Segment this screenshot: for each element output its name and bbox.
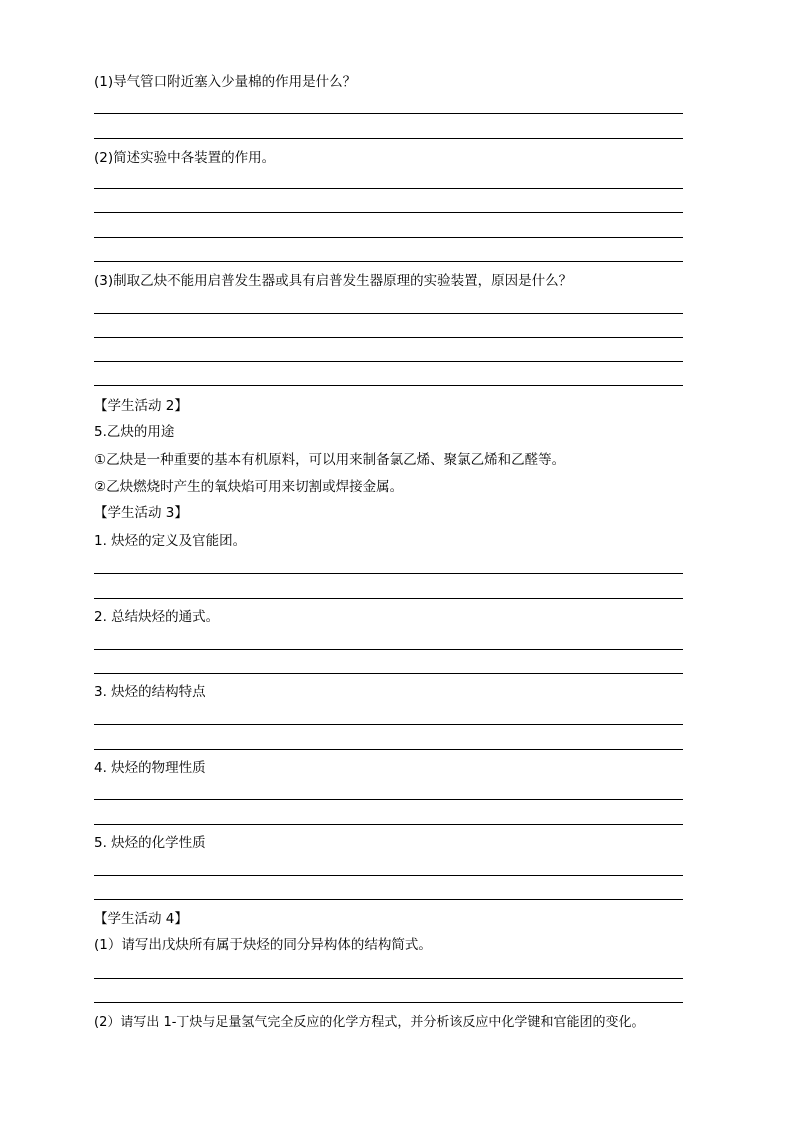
- answer-line: [94, 361, 683, 362]
- answer-line: [94, 313, 683, 314]
- activity-4-question: (2）请写出 1-丁炔与足量氢气完全反应的化学方程式，并分析该反应中化学键和官能团的变化。: [94, 1015, 645, 1030]
- answer-line: [94, 749, 683, 750]
- question-3-kipp-generator: (3)制取乙炔不能用启普发生器或具有启普发生器原理的实验装置，原因是什么？: [94, 273, 573, 289]
- answer-line: [94, 113, 683, 114]
- activity-3-question: 1. 炔烃的定义及官能团。: [94, 533, 247, 549]
- question-2-apparatus: (2)简述实验中各装置的作用。: [94, 150, 276, 166]
- answer-line: [94, 138, 683, 139]
- answer-line: [94, 212, 683, 213]
- activity-3-heading: 【学生活动 3】: [94, 505, 188, 521]
- answer-line: [94, 261, 683, 262]
- activity-3-question: 2. 总结炔烃的通式。: [94, 609, 220, 625]
- answer-line: [94, 598, 683, 599]
- answer-line: [94, 978, 683, 979]
- activity-4-question: (1）请写出戊炔所有属于炔烃的同分异构体的结构简式。: [94, 937, 432, 953]
- activity-3-question: 3. 炔烃的结构特点: [94, 684, 206, 700]
- activity-2-item: ①乙炔是一种重要的基本有机原料，可以用来制备氯乙烯、聚氯乙烯和乙醛等。: [94, 452, 566, 468]
- answer-line: [94, 1002, 683, 1003]
- answer-line: [94, 799, 683, 800]
- activity-3-question: 5. 炔烃的化学性质: [94, 835, 206, 851]
- answer-line: [94, 237, 683, 238]
- activity-2-subheading: 5.乙炔的用途: [94, 424, 175, 440]
- answer-line: [94, 188, 683, 189]
- answer-line: [94, 899, 683, 900]
- activity-2-item: ②乙炔燃烧时产生的氧炔焰可用来切割或焊接金属。: [94, 479, 404, 495]
- answer-line: [94, 385, 683, 386]
- answer-line: [94, 649, 683, 650]
- activity-4-heading: 【学生活动 4】: [94, 911, 188, 927]
- answer-line: [94, 724, 683, 725]
- answer-line: [94, 824, 683, 825]
- answer-line: [94, 573, 683, 574]
- answer-line: [94, 673, 683, 674]
- answer-line: [94, 875, 683, 876]
- answer-line: [94, 337, 683, 338]
- activity-3-question: 4. 炔烃的物理性质: [94, 760, 206, 776]
- question-1-cotton: (1)导气管口附近塞入少量棉的作用是什么？: [94, 74, 357, 90]
- activity-2-heading: 【学生活动 2】: [94, 398, 188, 414]
